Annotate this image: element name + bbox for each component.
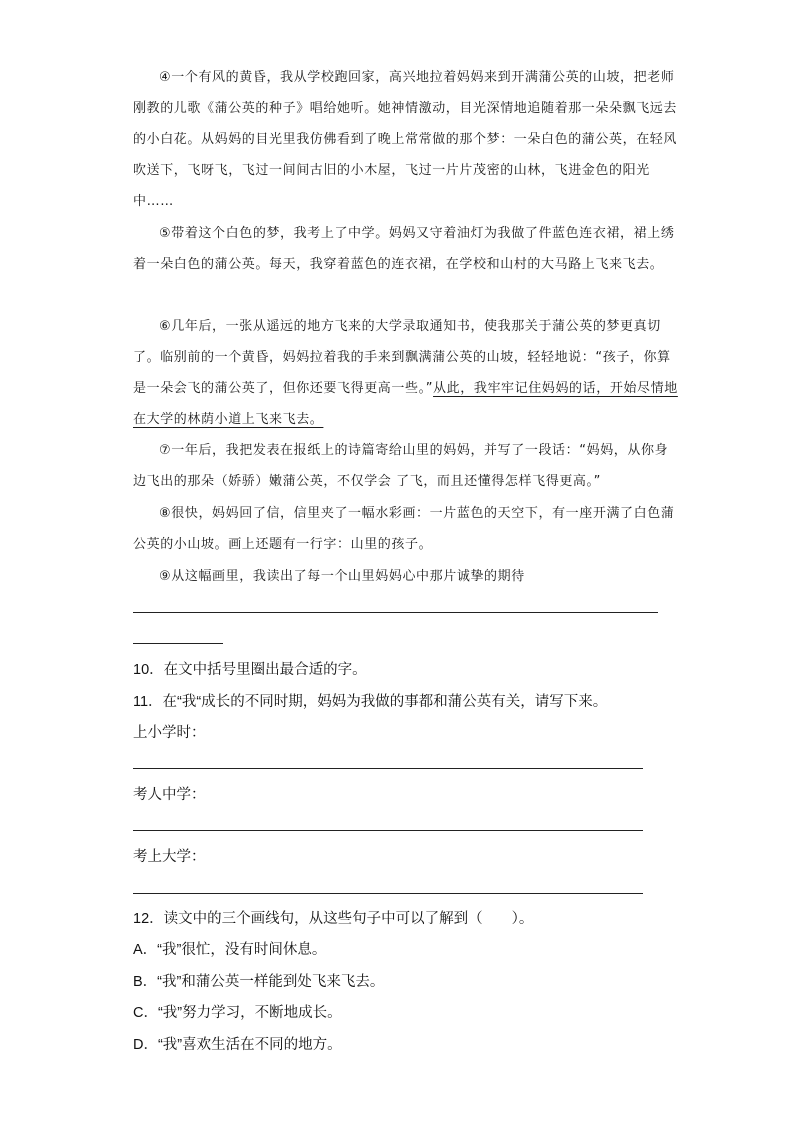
- fill-blank-line[interactable]: [133, 612, 658, 613]
- question-12: 12．读文中的三个画线句，从这些句子中可以了解到（ ）。: [133, 911, 534, 927]
- paragraph-9: ⑨从这幅画里，我读出了每一个山里妈妈心中那片诚挚的期待: [159, 569, 525, 584]
- answer-line-primary[interactable]: [133, 768, 643, 769]
- answer-line-middle[interactable]: [133, 830, 643, 831]
- question-11: 11．在“我“成长的不同时期，妈妈为我做的事都和蒲公英有关，请写下来。: [133, 694, 608, 710]
- fill-blank-line-short[interactable]: [133, 643, 223, 644]
- answer-line-university[interactable]: [133, 893, 643, 894]
- paragraph-4: ④一个有风的黄昏，我从学校跑回家，高兴地拉着妈妈来到开满蒲公英的山坡，把老师刚教的儿歌《蒲公英的种子》唱给她听。她神情激动，目光深情地追随着那一朵朵飘飞远去的小白花。从妈妈的目光里我仿佛看到了晚上常常做的那个梦：一朵白色的蒲公英，在轻风吹送下，飞呀飞，飞过一间间古旧的小木屋，飞过一片片茂密的山林，飞进金色的阳光中……: [133, 70, 678, 209]
- underlined-sentence: 从此，我牢牢记住妈妈的话，开始尽情地在大学的林荫小道上飞来飞去。: [133, 381, 678, 427]
- option-c[interactable]: C．“我”努力学习，不断地成长。: [133, 1005, 342, 1021]
- paragraph-6: [133, 311, 678, 435]
- option-a[interactable]: A．“我”很忙，没有时间休息。: [133, 942, 327, 958]
- paragraph-7: ⑦一年后，我把发表在报纸上的诗篇寄给山里的妈妈，并写了一段话：“妈妈，从你身边飞出的那朵（娇骄）嫩蒲公英，不仅学会 了飞，而且还懂得怎样飞得更高。”: [133, 443, 669, 489]
- option-b[interactable]: B．“我”和蒲公英一样能到处飞来飞去。: [133, 974, 385, 990]
- question-11-university-label: 考上大学：: [133, 849, 206, 865]
- question-10: 10．在文中括号里圈出最合适的字。: [133, 662, 367, 678]
- paragraph-8: ⑧很快，妈妈回了信，信里夹了一幅水彩画：一片蓝色的天空下，有一座开满了白色蒲公英的小山坡。画上还题有一行字：山里的孩子。: [133, 506, 675, 552]
- paragraph-6-text: ⑥几年后，一张从遥远的地方飞来的大学录取通知书，使我那关于蒲公英的梦更真切了。临别前的一个黄昏，妈妈拉着我的手来到飘满蒲公英的山坡，轻轻地说：“孩子，你算是一朵会飞的蒲公英了，但你还要飞得更高一些。”: [133, 319, 671, 396]
- paragraph-5: ⑤带着这个白色的梦，我考上了中学。妈妈又守着油灯为我做了件蓝色连衣裙，裙上绣着一朵白色的蒲公英。每天，我穿着蓝色的连衣裙，在学校和山村的大马路上飞来飞去。: [133, 226, 675, 272]
- option-d[interactable]: D．“我”喜欢生活在不同的地方。: [133, 1037, 342, 1053]
- question-11-primary-label: 上小学时：: [133, 725, 206, 741]
- question-11-middle-label: 考人中学：: [133, 787, 206, 803]
